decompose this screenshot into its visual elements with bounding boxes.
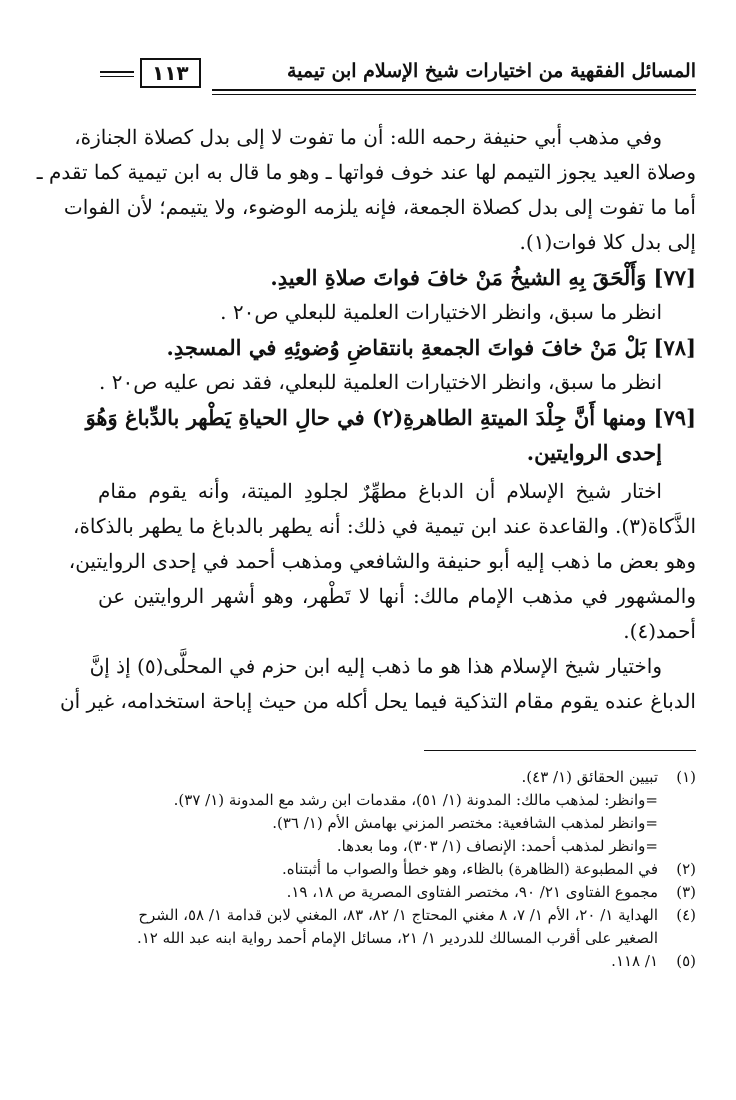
footnote-1-cont: =وانظر لمذهب أحمد: الإنصاف (١/ ٣٠٣)، وما بعدها.	[336, 837, 658, 855]
header-rule	[212, 89, 696, 95]
footnote-1	[98, 766, 696, 789]
footnote-text: في المطبوعة (الظاهرة) بالظاء، وهو خطأ والصواب ما أثبتناه.	[281, 860, 658, 878]
page-number: ١١٣	[140, 58, 201, 88]
paragraph-line: وفي مذهب أبي حنيفة رحمه الله: أن ما تفوت لا إلى بدل كصلاة الجنازة،	[74, 125, 662, 149]
footnote-3	[98, 881, 696, 904]
page-header	[100, 58, 696, 102]
paragraph-line: أحمد(٤).	[623, 619, 696, 643]
footnote-text: مجموع الفتاوى ٢١/ ٩٠، مختصر الفتاوى المصرية ص ١٨، ١٩.	[286, 883, 658, 901]
paragraph-line: الدباغ عنده يقوم مقام التذكية فيما يحل أكله من حيث إباحة استخدامه، غير أن	[59, 689, 696, 713]
main-text	[36, 120, 696, 719]
running-title: المسائل الفقهية من اختيارات شيخ الإسلام ابن تيمية	[286, 60, 696, 82]
footnote-number: (٣)	[676, 883, 696, 901]
issue-note-77: انظر ما سبق، وانظر الاختيارات العلمية للبعلي ص٢٠ .	[220, 300, 662, 324]
issue-note-78: انظر ما سبق، وانظر الاختيارات العلمية للبعلي، فقد نص عليه ص٢٠ .	[99, 370, 662, 394]
footnote-number: (٥)	[676, 952, 696, 970]
footnote-5	[98, 950, 696, 973]
paragraph-line: اختار شيخ الإسلام أن الدباغ مطهِّرٌ لجلودِ الميتة، وأنه يقوم مقام	[98, 479, 662, 503]
paragraph-line: الذَّكاة(٣). والقاعدة عند ابن تيمية في ذلك: أنه يطهر بالدباغ ما يطهر بالذكاة،	[73, 514, 696, 538]
paragraph-line: أما ما تفوت إلى بدل كصلاة الجمعة، فإنه يلزمه الوضوء، ولا يتيمم؛ لأن الفوات	[63, 195, 696, 219]
issue-heading-78: [٧٨] بَلْ مَنْ خافَ فواتَ الجمعةِ بانتقاضِ وُضوئِهِ في المسجدِ.	[166, 335, 696, 360]
footnote-text: تبيين الحقائق (١/ ٤٣).	[521, 768, 658, 786]
footnote-2	[98, 858, 696, 881]
paragraph-line: واختيار شيخ الإسلام هذا هو ما ذهب إليه ابن حزم في المحلَّى(٥) إذ إنَّ	[89, 654, 662, 678]
issue-heading-79: [٧٩] ومنها أَنَّ جِلْدَ الميتةِ الطاهرةِ(٢) في حالِ الحياةِ يَطْهر بالدِّباغ وَهُوَ	[85, 405, 696, 430]
footnote-separator	[424, 750, 696, 751]
paragraph-line: وصلاة العيد يجوز التيمم لها عند خوف فواتها ـ وهو ما قال به ابن تيمية كما تقدم ـ	[36, 160, 696, 184]
footnote-4	[98, 904, 696, 927]
paragraph-line: إلى بدل كلا فوات(١).	[519, 230, 696, 254]
footnote-1-cont: =وانظر: لمذهب مالك: المدونة (١/ ٥١)، مقدمات ابن رشد مع المدونة (١/ ٣٧).	[173, 791, 658, 809]
footnote-4-cont: الصغير على أقرب المسالك للدردير ١/ ٢١، مسائل الإمام أحمد رواية ابنه عبد الله ١٢.	[136, 929, 658, 947]
paragraph-line: وهو بعض ما ذهب إليه أبو حنيفة والشافعي ومذهب أحمد في إحدى الروايتين،	[68, 549, 696, 573]
footnote-number: (٢)	[676, 860, 696, 878]
footnote-text: ١/ ١١٨.	[611, 952, 658, 970]
footnote-text: الهداية ١/ ٢٠، الأم ١/ ٧، ٨ مغني المحتاج ١/ ٨٢، ٨٣، المغني لابن قدامة ١/ ٥٨، الشرح	[138, 906, 658, 924]
issue-heading-79-cont: إحدى الروايتين.	[526, 440, 662, 465]
footnotes	[98, 766, 696, 973]
footnote-number: (١)	[676, 768, 696, 786]
header-rule-left	[100, 71, 134, 77]
footnote-1-cont: =وانظر لمذهب الشافعية: مختصر المزني بهامش الأم (١/ ٣٦).	[272, 814, 658, 832]
paragraph-line: والمشهور في مذهب الإمام مالك: أنها لا تَطْهر، وهو أشهر الروايتين عن	[98, 584, 696, 608]
issue-heading-77: [٧٧] وَأَلْحَقَ بِهِ الشيخُ مَنْ خافَ فواتَ صلاةِ العيدِ.	[270, 265, 696, 290]
footnote-number: (٤)	[676, 906, 696, 924]
